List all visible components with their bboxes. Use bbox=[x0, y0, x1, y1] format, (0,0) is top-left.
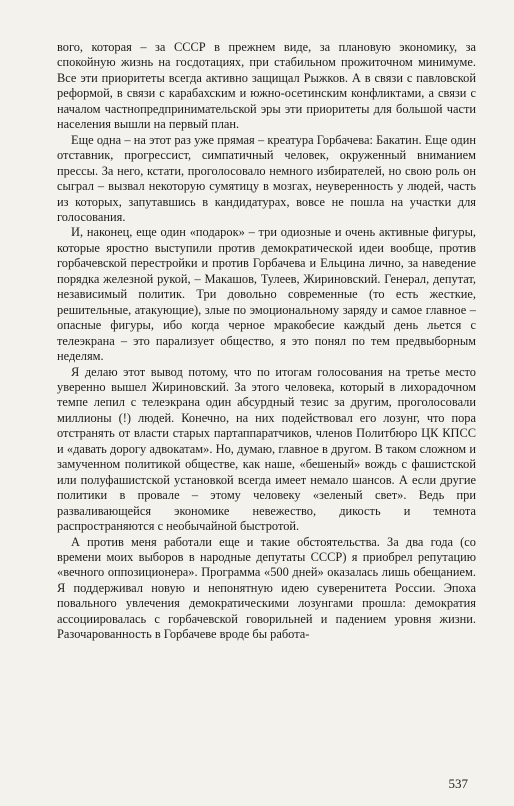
paragraph-4: Я делаю этот вывод потому, что по итогам голосования на третье место уверенно вышел Жириновский. За этого человека, который в лихорадочном темпе лепил с телеэкрана один абсурдный тезис за другим, проголосовали миллионы (!) людей. Конечно, на них подействовал его лозунг, что пора отстранять от власти старых партаппаратчиков, членов Политбюро ЦК КПСС и «давать дорогу адвокатам». Но, думаю, главное в другом. В таком сложном и замученном политикой обществе, как наше, «бешеный» вождь с фашистской или полуфашистской установкой всегда имеет немало шансов. А если другие политики в провале – этому человеку «зеленый свет». Ведь при разваливающейся экономике невежество, дикость и темнота распространяются с необычайной быстротой. bbox=[57, 364, 476, 534]
paragraph-1: вого, которая – за СССР в прежнем виде, за плановую экономику, за спокойную жизнь на госдотациях, при стабильном прожиточном минимуме. Все эти приоритеты всегда активно защищал Рыжков. А в связи с павловской реформой, в связи с карабахским и южно-осетинским конфликтами, а связи с началом частнопредпринимательской эры эти приоритеты для большой части населения вышли на первый план. bbox=[57, 40, 476, 132]
paragraph-2: Еще одна – на этот раз уже прямая – креатура Горбачева: Бакатин. Еще один отставник, прогрессист, симпатичный человек, окруженный вниманием прессы. За него, кстати, проголосовало немного избирателей, но свою роль он сыграл – вызвал некоторую сумятицу в мозгах, неуверенность у людей, часть из которых, запутавшись в кандидатурах, вовсе не пошла на участки для голосования. bbox=[57, 132, 476, 224]
paragraph-3: И, наконец, еще один «подарок» – три одиозные и очень активные фигуры, которые яростно выступили против демократической идеи вообще, против горбачевской перестройки и против Горбачева и Ельцина лично, за наведение порядка железной рукой, – Макашов, Тулеев, Жириновский. Генерал, депутат, независимый политик. Три довольно современные (то есть жесткие, решительные, атакующие), злые по эмоциональному заряду и самое главное – опасные фигуры, ибо когда черное мракобесие каждый день льется с телеэкрана – это парализует общество, я это понял по тем предвыборным неделям. bbox=[57, 225, 476, 364]
body-text bbox=[57, 40, 476, 643]
page-number: 537 bbox=[448, 776, 468, 791]
paragraph-5: А против меня работали еще и такие обстоятельства. За два года (со времени моих выборов в народные депутаты СССР) я приобрел репутацию «вечного оппозиционера». Программа «500 дней» оказалась лишь обещанием. Я поддерживал новую и непонятную идею суверенитета России. Эпоха повального увлечения демократическими лозунгами прошла: демократия ассоциировалась с горбачевской говорильней и падением уровня жизни. Разочарованность в Горбачеве вроде бы работа- bbox=[57, 534, 476, 642]
